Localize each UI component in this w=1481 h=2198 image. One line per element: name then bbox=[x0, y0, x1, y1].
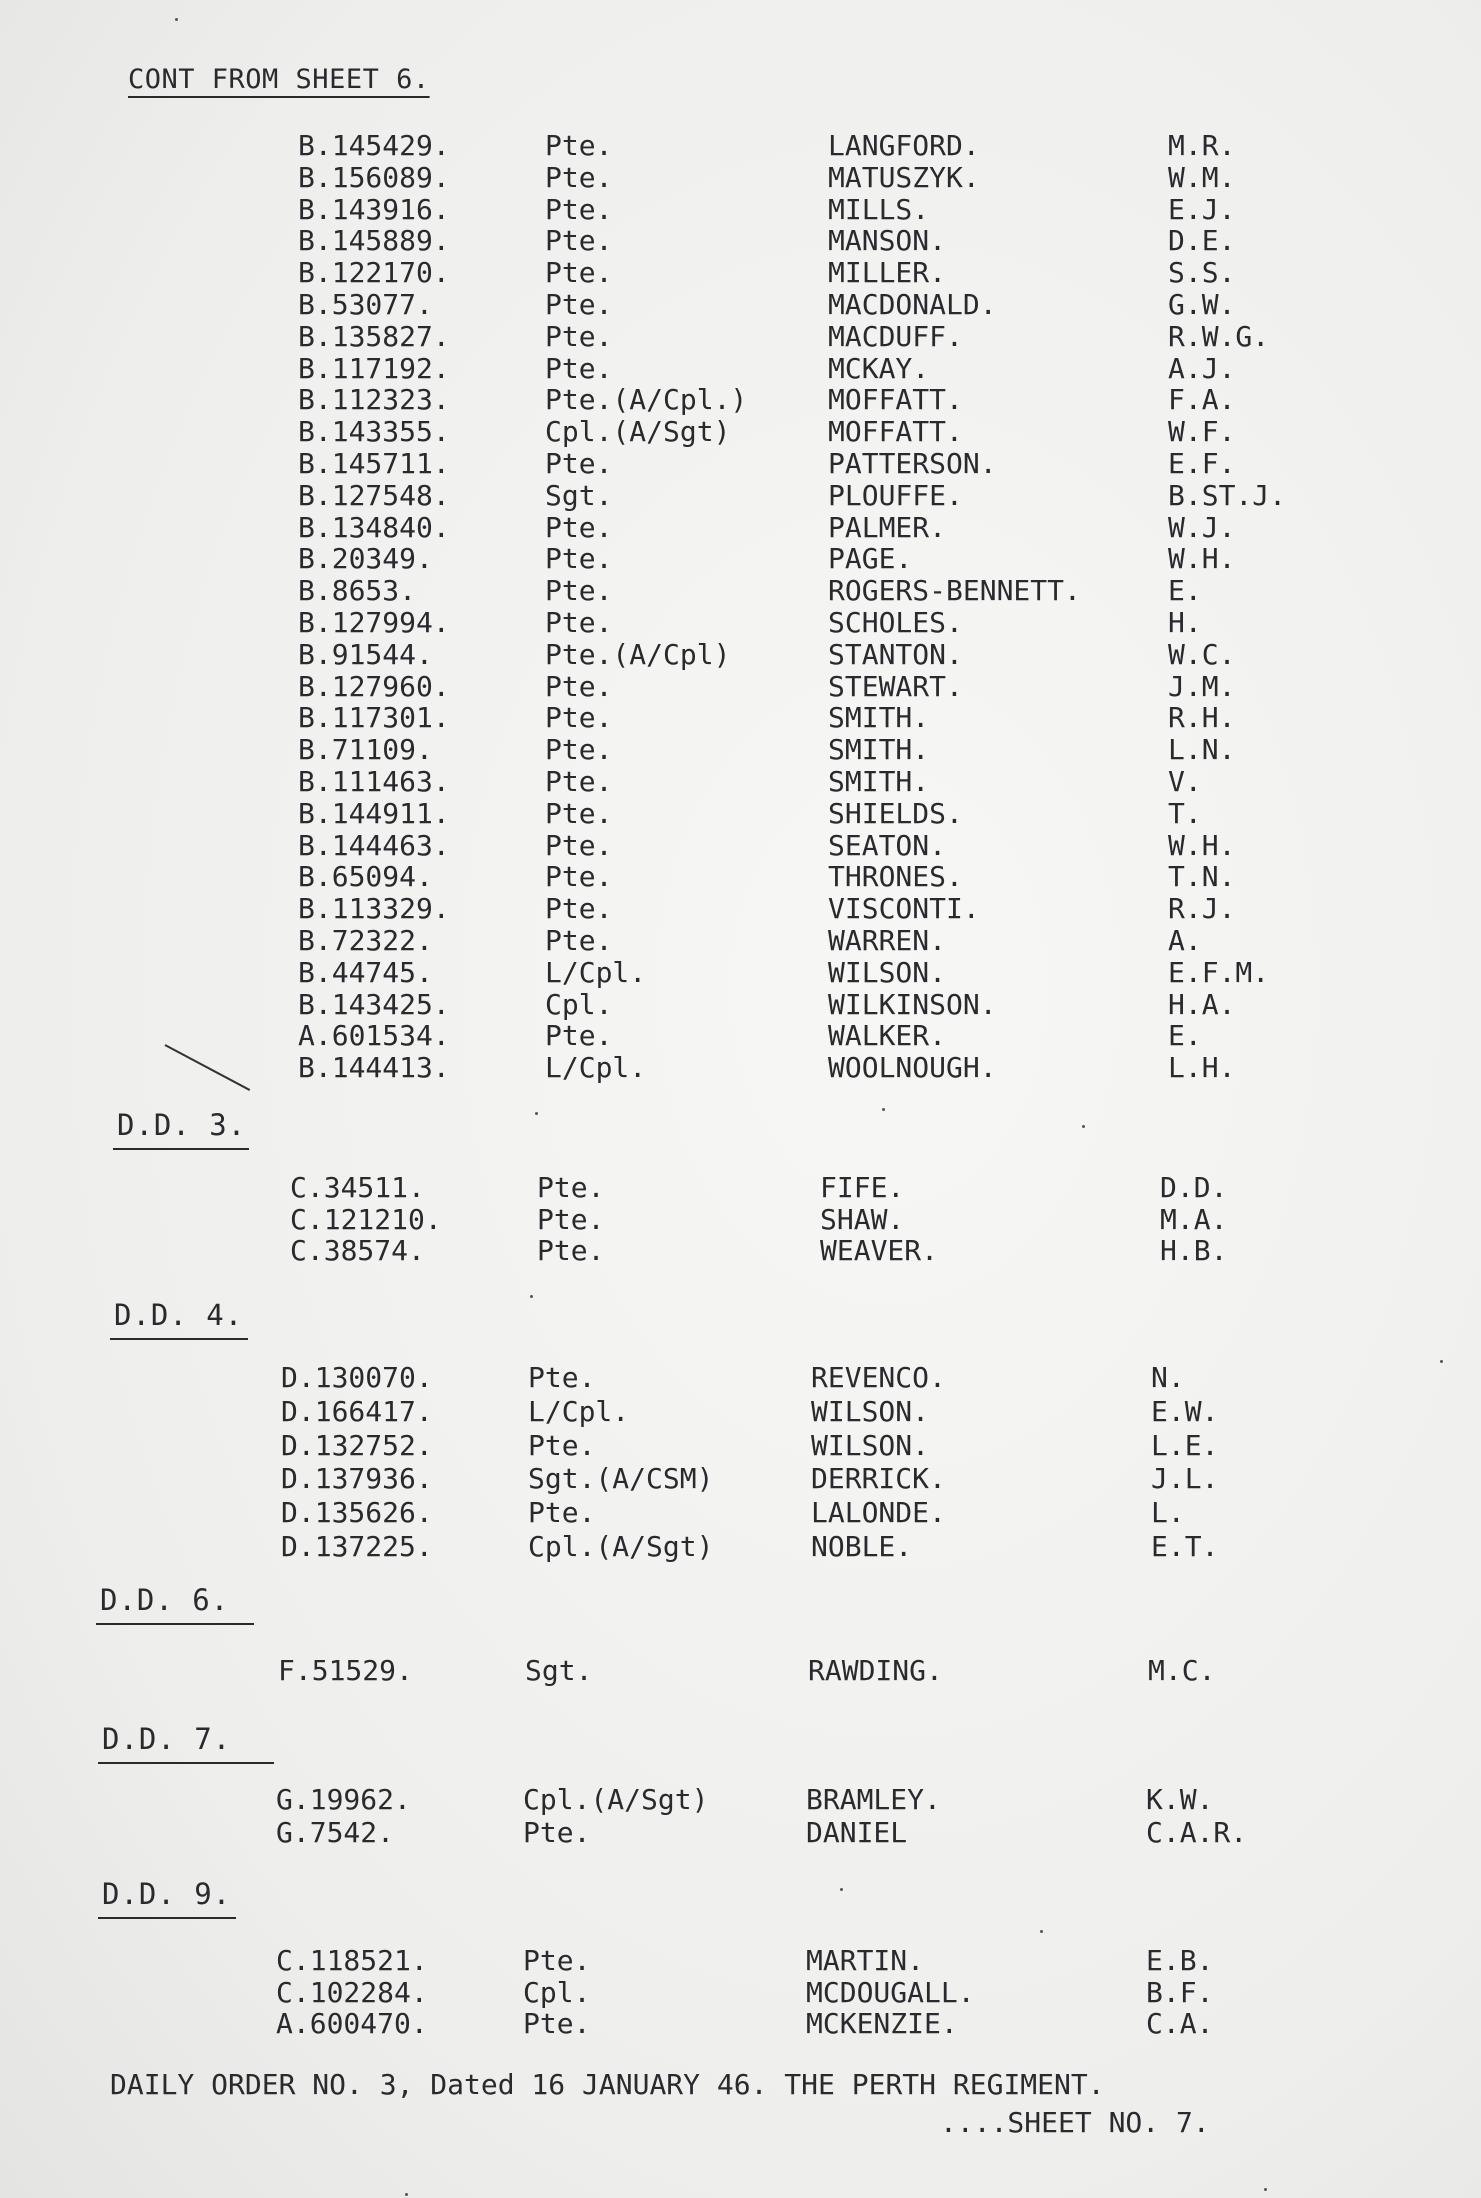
roster-row bbox=[290, 1172, 1290, 1204]
rank: Cpl. bbox=[523, 1976, 591, 2009]
roster-row bbox=[298, 1052, 1298, 1084]
rank: L/Cpl. bbox=[545, 1051, 647, 1084]
section-heading: D.D. 6. bbox=[100, 1583, 230, 1617]
service-number: F.51529. bbox=[278, 1654, 413, 1687]
service-number: B.44745. bbox=[298, 956, 433, 989]
service-number: B.143355. bbox=[298, 415, 450, 448]
service-number: B.143425. bbox=[298, 988, 450, 1021]
rank: Pte. bbox=[528, 1361, 596, 1394]
initials: E.W. bbox=[1151, 1395, 1219, 1428]
surname: WALKER. bbox=[828, 1019, 947, 1052]
section-underline bbox=[110, 1338, 248, 1340]
roster-row bbox=[298, 257, 1298, 289]
initials: E. bbox=[1168, 1019, 1202, 1052]
section-underline bbox=[98, 1762, 274, 1764]
roster-row bbox=[298, 162, 1298, 194]
rank: Pte. bbox=[545, 670, 613, 703]
section-underline bbox=[113, 1148, 249, 1150]
initials: C.A. bbox=[1146, 2007, 1214, 2040]
surname: MOFFATT. bbox=[828, 383, 963, 416]
rank: Pte. bbox=[545, 129, 613, 162]
roster-row bbox=[298, 1020, 1298, 1052]
rank: Pte. bbox=[523, 1944, 591, 1977]
rank: Pte. bbox=[545, 733, 613, 766]
initials: T.N. bbox=[1168, 860, 1236, 893]
rank: Pte. bbox=[545, 288, 613, 321]
surname: VISCONTI. bbox=[828, 892, 980, 925]
scan-speck bbox=[1264, 2188, 1267, 2191]
surname: WILSON. bbox=[811, 1429, 930, 1462]
surname: SHIELDS. bbox=[828, 797, 963, 830]
surname: DANIEL bbox=[806, 1816, 908, 1849]
roster-row bbox=[298, 989, 1298, 1021]
surname: MANSON. bbox=[828, 224, 947, 257]
service-number: C.34511. bbox=[290, 1171, 425, 1204]
roster-row bbox=[281, 1463, 1281, 1495]
roster-row bbox=[298, 957, 1298, 989]
roster-row bbox=[298, 448, 1298, 480]
initials: J.M. bbox=[1168, 670, 1236, 703]
rank: Sgt.(A/CSM) bbox=[528, 1462, 714, 1495]
service-number: B.117192. bbox=[298, 352, 450, 385]
service-number: B.72322. bbox=[298, 924, 433, 957]
initials: K.W. bbox=[1146, 1783, 1214, 1816]
service-number: C.118521. bbox=[276, 1944, 428, 1977]
rank: Cpl.(A/Sgt) bbox=[528, 1530, 714, 1563]
roster-row bbox=[298, 384, 1298, 416]
rank: Pte. bbox=[545, 765, 613, 798]
scan-speck bbox=[882, 1108, 885, 1111]
rank: Pte. bbox=[545, 829, 613, 862]
roster-row bbox=[298, 575, 1298, 607]
service-number: B.144413. bbox=[298, 1051, 450, 1084]
roster-row bbox=[298, 194, 1298, 226]
roster-row bbox=[298, 289, 1298, 321]
service-number: B.143916. bbox=[298, 193, 450, 226]
continuation-header: CONT FROM SHEET 6. bbox=[128, 64, 430, 95]
rank: Pte. bbox=[545, 256, 613, 289]
service-number: B.127994. bbox=[298, 606, 450, 639]
rank: Pte. bbox=[545, 224, 613, 257]
service-number: B.117301. bbox=[298, 701, 450, 734]
rank: Pte. bbox=[545, 574, 613, 607]
service-number: B.122170. bbox=[298, 256, 450, 289]
roster-row bbox=[298, 830, 1298, 862]
rank: Pte. bbox=[523, 2007, 591, 2040]
service-number: G.7542. bbox=[276, 1816, 395, 1849]
initials: W.J. bbox=[1168, 511, 1236, 544]
roster-row bbox=[298, 607, 1298, 639]
roster-row bbox=[276, 2008, 1276, 2040]
rank: Pte. bbox=[545, 606, 613, 639]
initials: L.N. bbox=[1168, 733, 1236, 766]
initials: M.R. bbox=[1168, 129, 1236, 162]
rank: L/Cpl. bbox=[528, 1395, 630, 1428]
initials: A. bbox=[1168, 924, 1202, 957]
surname: ROGERS-BENNETT. bbox=[828, 574, 1081, 607]
initials: G.W. bbox=[1168, 288, 1236, 321]
scan-speck bbox=[535, 1112, 538, 1115]
service-number: B.111463. bbox=[298, 765, 450, 798]
initials: B.F. bbox=[1146, 1976, 1214, 2009]
initials: N. bbox=[1151, 1361, 1185, 1394]
rank: Sgt. bbox=[545, 479, 613, 512]
service-number: B.112323. bbox=[298, 383, 450, 416]
roster-row bbox=[298, 893, 1298, 925]
scan-speck bbox=[1082, 1125, 1085, 1128]
surname: DERRICK. bbox=[811, 1462, 946, 1495]
service-number: D.137225. bbox=[281, 1530, 433, 1563]
scan-speck bbox=[1040, 1930, 1043, 1933]
surname: SCHOLES. bbox=[828, 606, 963, 639]
service-number: B.145889. bbox=[298, 224, 450, 257]
rank: Pte. bbox=[537, 1234, 605, 1267]
service-number: B.145711. bbox=[298, 447, 450, 480]
pen-tick-mark bbox=[165, 1044, 251, 1091]
section-underline bbox=[98, 1917, 236, 1919]
surname: PAGE. bbox=[828, 542, 913, 575]
service-number: D.166417. bbox=[281, 1395, 433, 1428]
order-footer-line: DAILY ORDER NO. 3, Dated 16 JANUARY 46. THE PERTH REGIMENT. bbox=[110, 2068, 1105, 2101]
surname: STANTON. bbox=[828, 638, 963, 671]
surname: MOFFATT. bbox=[828, 415, 963, 448]
roster-row bbox=[290, 1204, 1290, 1236]
roster-row bbox=[298, 798, 1298, 830]
service-number: B.127548. bbox=[298, 479, 450, 512]
rank: Sgt. bbox=[525, 1654, 593, 1687]
surname: WEAVER. bbox=[820, 1234, 939, 1267]
surname: WILKINSON. bbox=[828, 988, 997, 1021]
surname: LALONDE. bbox=[811, 1496, 946, 1529]
rank: Pte. bbox=[545, 320, 613, 353]
roster-row bbox=[298, 639, 1298, 671]
rank: Pte. bbox=[545, 542, 613, 575]
roster-row bbox=[298, 130, 1298, 162]
service-number: C.121210. bbox=[290, 1203, 442, 1236]
service-number: B.53077. bbox=[298, 288, 433, 321]
service-number: C.102284. bbox=[276, 1976, 428, 2009]
initials: R.H. bbox=[1168, 701, 1236, 734]
initials: W.C. bbox=[1168, 638, 1236, 671]
roster-row bbox=[298, 671, 1298, 703]
service-number: D.135626. bbox=[281, 1496, 433, 1529]
surname: PATTERSON. bbox=[828, 447, 997, 480]
rank: Pte. bbox=[537, 1203, 605, 1236]
initials: E. bbox=[1168, 574, 1202, 607]
surname: WOOLNOUGH. bbox=[828, 1051, 997, 1084]
rank: Pte. bbox=[545, 1019, 613, 1052]
sheet-number-line: ....SHEET NO. 7. bbox=[940, 2106, 1210, 2139]
initials: H.A. bbox=[1168, 988, 1236, 1021]
surname: MILLER. bbox=[828, 256, 947, 289]
initials: E.B. bbox=[1146, 1944, 1214, 1977]
roster-row bbox=[281, 1430, 1281, 1462]
initials: S.S. bbox=[1168, 256, 1236, 289]
service-number: B.134840. bbox=[298, 511, 450, 544]
initials: D.D. bbox=[1160, 1171, 1228, 1204]
service-number: D.130070. bbox=[281, 1361, 433, 1394]
section-underline bbox=[96, 1623, 254, 1625]
roster-row bbox=[298, 480, 1298, 512]
roster-row bbox=[298, 702, 1298, 734]
initials: E.F. bbox=[1168, 447, 1236, 480]
service-number: B.135827. bbox=[298, 320, 450, 353]
roster-row bbox=[281, 1497, 1281, 1529]
surname: MACDONALD. bbox=[828, 288, 997, 321]
roster-row bbox=[298, 353, 1298, 385]
scan-speck bbox=[175, 18, 178, 21]
initials: H. bbox=[1168, 606, 1202, 639]
rank: Pte. bbox=[528, 1496, 596, 1529]
initials: D.E. bbox=[1168, 224, 1236, 257]
surname: SEATON. bbox=[828, 829, 947, 862]
surname: WILSON. bbox=[811, 1395, 930, 1428]
surname: RAWDING. bbox=[808, 1654, 943, 1687]
initials: H.B. bbox=[1160, 1234, 1228, 1267]
initials: J.L. bbox=[1151, 1462, 1219, 1495]
roster-row bbox=[281, 1396, 1281, 1428]
initials: R.J. bbox=[1168, 892, 1236, 925]
rank: Pte. bbox=[523, 1816, 591, 1849]
rank: Pte. bbox=[545, 511, 613, 544]
surname: LANGFORD. bbox=[828, 129, 980, 162]
roster-row bbox=[298, 225, 1298, 257]
rank: Pte. bbox=[545, 161, 613, 194]
initials: E.T. bbox=[1151, 1530, 1219, 1563]
roster-row bbox=[276, 1784, 1276, 1816]
surname: MILLS. bbox=[828, 193, 930, 226]
rank: L/Cpl. bbox=[545, 956, 647, 989]
service-number: C.38574. bbox=[290, 1234, 425, 1267]
initials: R.W.G. bbox=[1168, 320, 1270, 353]
surname: SHAW. bbox=[820, 1203, 905, 1236]
surname: THRONES. bbox=[828, 860, 963, 893]
roster-row bbox=[298, 766, 1298, 798]
roster-row bbox=[276, 1977, 1276, 2009]
surname: REVENCO. bbox=[811, 1361, 946, 1394]
rank: Pte.(A/Cpl.) bbox=[545, 383, 748, 416]
rank: Pte. bbox=[545, 924, 613, 957]
initials: T. bbox=[1168, 797, 1202, 830]
scan-speck bbox=[840, 1888, 843, 1891]
roster-row bbox=[290, 1235, 1290, 1267]
surname: PALMER. bbox=[828, 511, 947, 544]
scan-speck bbox=[405, 2193, 408, 2196]
initials: C.A.R. bbox=[1146, 1816, 1248, 1849]
rank: Pte. bbox=[537, 1171, 605, 1204]
service-number: B.144911. bbox=[298, 797, 450, 830]
rank: Pte. bbox=[545, 447, 613, 480]
service-number: B.65094. bbox=[298, 860, 433, 893]
surname: SMITH. bbox=[828, 701, 930, 734]
section-heading: D.D. 9. bbox=[102, 1877, 232, 1911]
section-heading: D.D. 7. bbox=[102, 1722, 232, 1756]
roster-row bbox=[298, 734, 1298, 766]
service-number: D.132752. bbox=[281, 1429, 433, 1462]
roster-row bbox=[298, 512, 1298, 544]
surname: BRAMLEY. bbox=[806, 1783, 941, 1816]
service-number: B.8653. bbox=[298, 574, 417, 607]
rank: Pte. bbox=[528, 1429, 596, 1462]
rank: Pte. bbox=[545, 193, 613, 226]
surname: SMITH. bbox=[828, 733, 930, 766]
surname: MARTIN. bbox=[806, 1944, 925, 1977]
surname: MACDUFF. bbox=[828, 320, 963, 353]
initials: M.C. bbox=[1148, 1654, 1216, 1687]
service-number: B.20349. bbox=[298, 542, 433, 575]
initials: B.ST.J. bbox=[1168, 479, 1287, 512]
service-number: A.601534. bbox=[298, 1019, 450, 1052]
surname: NOBLE. bbox=[811, 1530, 913, 1563]
service-number: B.127960. bbox=[298, 670, 450, 703]
roster-row bbox=[276, 1945, 1276, 1977]
service-number: B.145429. bbox=[298, 129, 450, 162]
surname: MCKENZIE. bbox=[806, 2007, 958, 2040]
surname: SMITH. bbox=[828, 765, 930, 798]
surname: STEWART. bbox=[828, 670, 963, 703]
initials: M.A. bbox=[1160, 1203, 1228, 1236]
service-number: B.113329. bbox=[298, 892, 450, 925]
rank: Pte. bbox=[545, 892, 613, 925]
surname: PLOUFFE. bbox=[828, 479, 963, 512]
roster-row bbox=[281, 1531, 1281, 1563]
service-number: D.137936. bbox=[281, 1462, 433, 1495]
service-number: A.600470. bbox=[276, 2007, 428, 2040]
rank: Cpl. bbox=[545, 988, 613, 1021]
roster-row bbox=[298, 543, 1298, 575]
roster-row bbox=[278, 1655, 1278, 1687]
initials: E.J. bbox=[1168, 193, 1236, 226]
rank: Pte. bbox=[545, 797, 613, 830]
surname: WILSON. bbox=[828, 956, 947, 989]
scan-speck bbox=[530, 1295, 533, 1298]
service-number: B.71109. bbox=[298, 733, 433, 766]
surname: MATUSZYK. bbox=[828, 161, 980, 194]
roster-row bbox=[276, 1817, 1276, 1849]
roster-row bbox=[298, 416, 1298, 448]
roster-row bbox=[281, 1362, 1281, 1394]
initials: W.H. bbox=[1168, 829, 1236, 862]
initials: V. bbox=[1168, 765, 1202, 798]
initials: W.M. bbox=[1168, 161, 1236, 194]
roster-row bbox=[298, 321, 1298, 353]
surname: MCDOUGALL. bbox=[806, 1976, 975, 2009]
rank: Pte. bbox=[545, 352, 613, 385]
roster-row bbox=[298, 925, 1298, 957]
initials: W.F. bbox=[1168, 415, 1236, 448]
service-number: B.156089. bbox=[298, 161, 450, 194]
surname: WARREN. bbox=[828, 924, 947, 957]
initials: A.J. bbox=[1168, 352, 1236, 385]
rank: Cpl.(A/Sgt) bbox=[545, 415, 731, 448]
initials: L.H. bbox=[1168, 1051, 1236, 1084]
initials: F.A. bbox=[1168, 383, 1236, 416]
service-number: B.144463. bbox=[298, 829, 450, 862]
scan-speck bbox=[1440, 1360, 1443, 1363]
rank: Pte. bbox=[545, 860, 613, 893]
section-heading: D.D. 4. bbox=[114, 1298, 244, 1332]
rank: Cpl.(A/Sgt) bbox=[523, 1783, 709, 1816]
rank: Pte.(A/Cpl) bbox=[545, 638, 731, 671]
initials: W.H. bbox=[1168, 542, 1236, 575]
service-number: G.19962. bbox=[276, 1783, 411, 1816]
surname: FIFE. bbox=[820, 1171, 905, 1204]
roster-row bbox=[298, 861, 1298, 893]
initials: L. bbox=[1151, 1496, 1185, 1529]
initials: L.E. bbox=[1151, 1429, 1219, 1462]
surname: MCKAY. bbox=[828, 352, 930, 385]
service-number: B.91544. bbox=[298, 638, 433, 671]
section-heading: D.D. 3. bbox=[117, 1108, 247, 1142]
initials: E.F.M. bbox=[1168, 956, 1270, 989]
rank: Pte. bbox=[545, 701, 613, 734]
